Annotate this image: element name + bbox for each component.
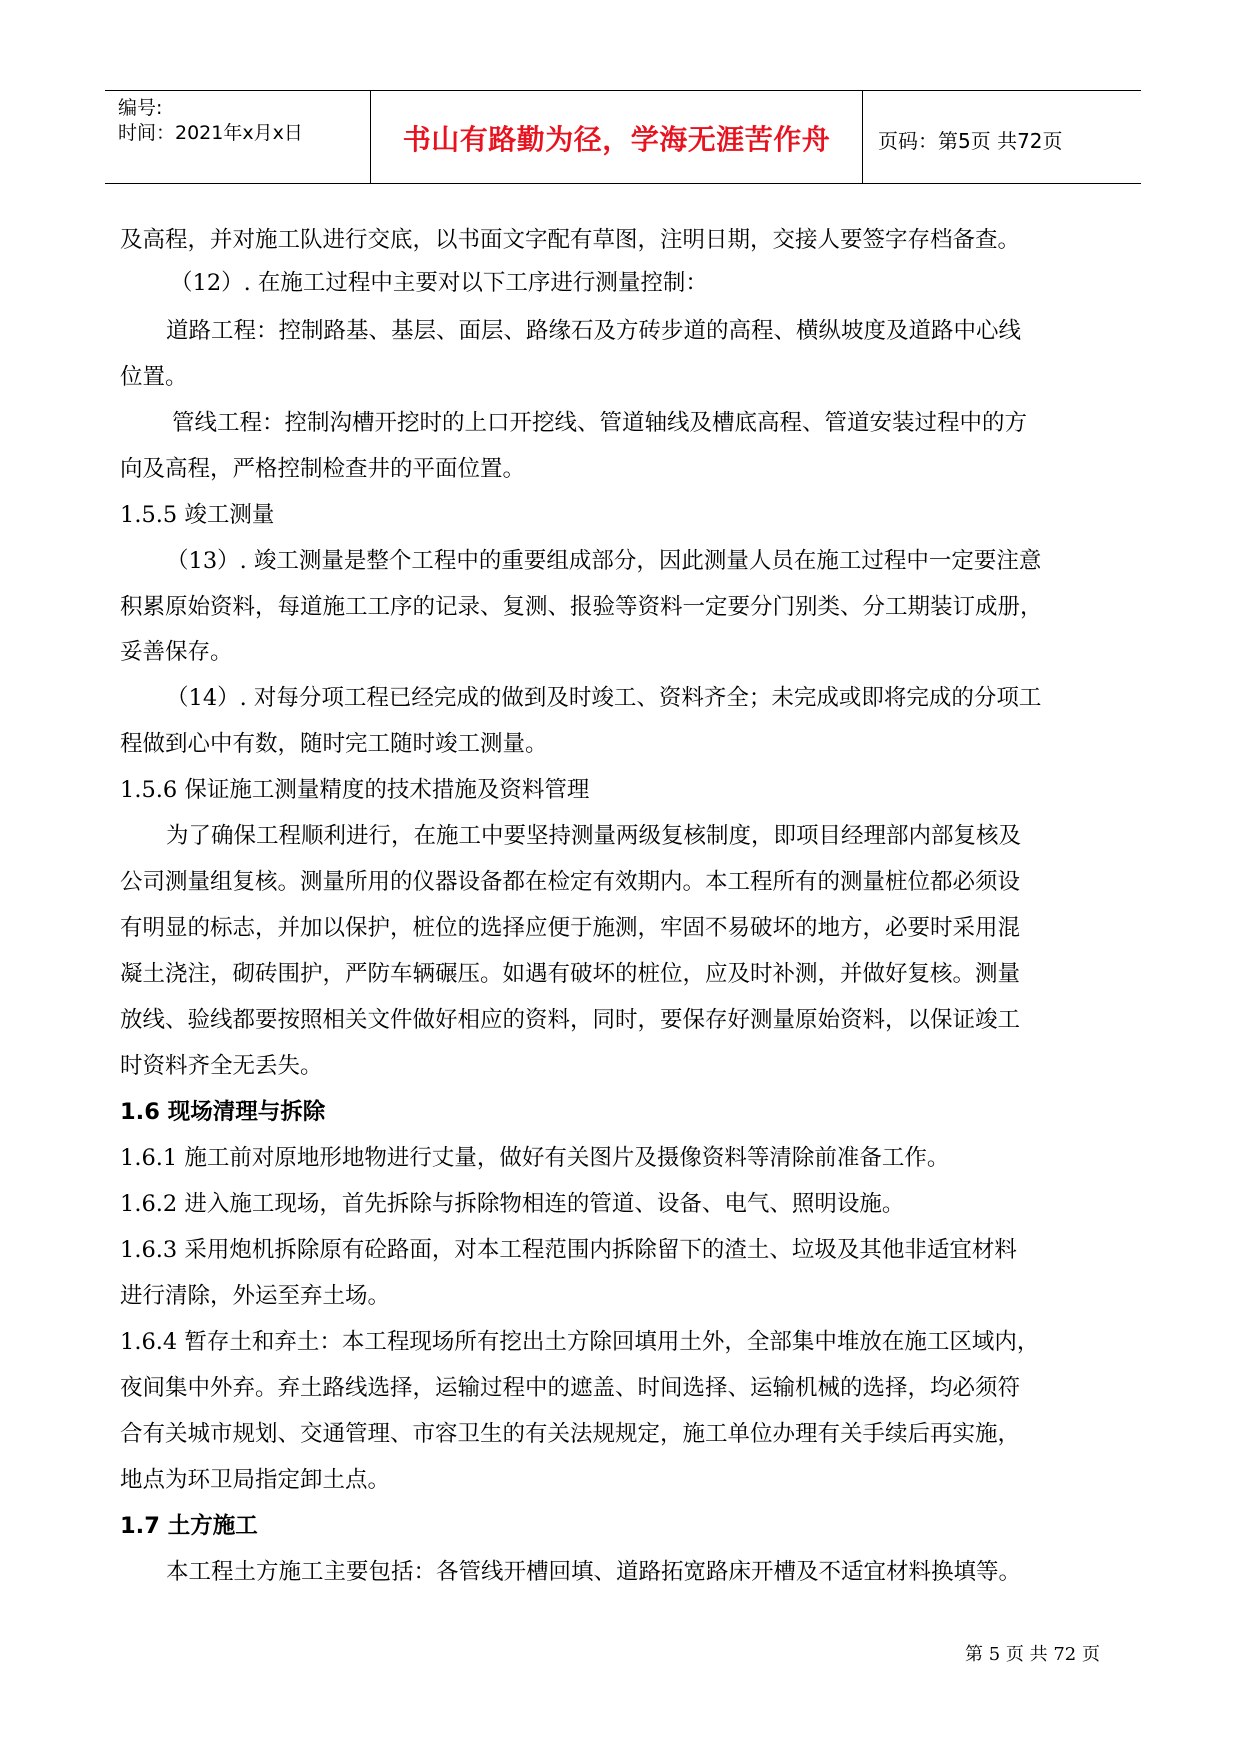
document-date-label: 时间：2021年x月x日 — [118, 122, 303, 144]
body-line: 1.6.3 采用炮机拆除原有砼路面，对本工程范围内拆除留下的渣土、垃圾及其他非适宜材料 — [120, 1237, 1017, 1263]
body-line: 积累原始资料，每道施工工序的记录、复测、报验等资料一定要分门别类、分工期装订成册， — [120, 594, 1043, 620]
header-page-cell — [864, 91, 1141, 183]
page-footer: 第 5 页 共 72 页 — [965, 1644, 1100, 1665]
page-header — [105, 90, 1141, 184]
header-motto: 书山有路勤为径，学海无涯苦作舟 — [402, 123, 831, 156]
body-line: 道路工程：控制路基、基层、面层、路缘石及方砖步道的高程、横纵坡度及道路中心线 — [166, 318, 1022, 344]
body-line: （13）. 竣工测量是整个工程中的重要组成部分，因此测量人员在施工过程中一定要注意 — [166, 548, 1042, 574]
body-line: 1.6.1 施工前对原地形地物进行丈量，做好有关图片及摄像资料等清除前准备工作。 — [120, 1145, 950, 1171]
body-line: 时资料齐全无丢失。 — [120, 1053, 323, 1079]
section-heading: 1.5.5 竣工测量 — [120, 502, 275, 528]
body-line: 放线、验线都要按照相关文件做好相应的资料，同时，要保存好测量原始资料，以保证竣工 — [120, 1007, 1021, 1033]
body-line: 位置。 — [120, 364, 188, 390]
header-motto-cell — [371, 91, 863, 183]
body-line: 本工程土方施工主要包括：各管线开槽回填、道路拓宽路床开槽及不适宜材料换填等。 — [166, 1559, 1022, 1585]
body-line: 夜间集中外弃。弃土路线选择，运输过程中的遮盖、时间选择、运输机械的选择，均必须符 — [120, 1375, 1021, 1401]
body-line: 管线工程：控制沟槽开挖时的上口开挖线、管道轴线及槽底高程、管道安装过程中的方 — [172, 410, 1028, 436]
body-line: 妥善保存。 — [120, 639, 233, 665]
body-line: 及高程，并对施工队进行交底，以书面文字配有草图，注明日期，交接人要签字存档备查。 — [120, 227, 1021, 253]
body-line: 公司测量组复核。测量所用的仪器设备都在检定有效期内。本工程所有的测量桩位都必须设 — [120, 869, 1021, 895]
body-line: 1.6.4 暂存土和弃土：本工程现场所有挖出土方除回填用土外，全部集中堆放在施工区域内， — [120, 1329, 1040, 1355]
body-line: 凝土浇注，砌砖围护，严防车辆碾压。如遇有破坏的桩位，应及时补测，并做好复核。测量 — [120, 961, 1021, 987]
section-heading: 1.7 土方施工 — [120, 1513, 258, 1539]
body-line: 为了确保工程顺利进行，在施工中要坚持测量两级复核制度，即项目经理部内部复核及 — [166, 823, 1022, 849]
body-line: 地点为环卫局指定卸土点。 — [120, 1467, 391, 1493]
document-number-label: 编号: — [118, 97, 163, 119]
body-line: 程做到心中有数，随时完工随时竣工测量。 — [120, 731, 548, 757]
body-line: 进行清除，外运至弃土场。 — [120, 1283, 391, 1309]
body-line: 向及高程，严格控制检查井的平面位置。 — [120, 456, 526, 482]
header-meta-cell — [105, 91, 371, 183]
body-line: 有明显的标志，并加以保护，桩位的选择应便于施测，牢固不易破坏的地方，必要时采用混 — [120, 915, 1021, 941]
body-line: （14）. 对每分项工程已经完成的做到及时竣工、资料齐全；未完成或即将完成的分项工 — [166, 685, 1042, 711]
section-heading: 1.6 现场清理与拆除 — [120, 1099, 326, 1125]
header-page-number: 页码：第5页 共72页 — [878, 129, 1063, 153]
body-line: 1.6.2 进入施工现场，首先拆除与拆除物相连的管道、设备、电气、照明设施。 — [120, 1191, 905, 1217]
body-line: 合有关城市规划、交通管理、市容卫生的有关法规规定，施工单位办理有关手续后再实施， — [120, 1421, 1021, 1447]
section-heading: 1.5.6 保证施工测量精度的技术措施及资料管理 — [120, 777, 590, 803]
body-line: （12）. 在施工过程中主要对以下工序进行测量控制： — [170, 270, 708, 296]
